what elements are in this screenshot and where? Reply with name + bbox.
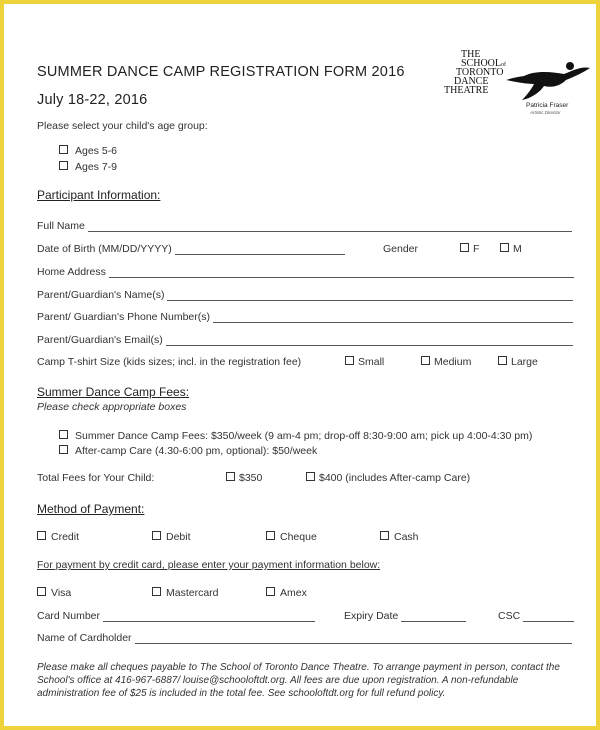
expiry-input[interactable] bbox=[401, 611, 466, 622]
guardian-phone-field[interactable]: Parent/ Guardian's Phone Number(s) bbox=[37, 311, 573, 323]
form-page bbox=[4, 4, 596, 726]
card-mastercard-option[interactable]: Mastercard bbox=[152, 587, 219, 599]
checkbox-icon[interactable] bbox=[37, 531, 46, 540]
checkbox-icon[interactable] bbox=[59, 161, 68, 170]
card-prompt: For payment by credit card, please enter your payment information below: bbox=[37, 559, 381, 571]
checkbox-icon[interactable] bbox=[59, 445, 68, 454]
checkbox-icon[interactable] bbox=[37, 587, 46, 596]
checkbox-icon[interactable] bbox=[59, 430, 68, 439]
size-small-option[interactable]: Small bbox=[345, 356, 384, 368]
footer-line-2: School's office at 416-967-6887/ louise@schooloftdt.org. All fees are due upon registration. A non-refundable bbox=[37, 675, 519, 686]
card-number-input[interactable] bbox=[103, 611, 315, 622]
expiry-field[interactable]: Expiry Date bbox=[344, 610, 466, 622]
card-amex-option[interactable]: Amex bbox=[266, 587, 307, 599]
cardholder-input[interactable] bbox=[135, 633, 572, 644]
gender-label: Gender bbox=[383, 243, 419, 255]
checkbox-icon[interactable] bbox=[152, 531, 161, 540]
home-address-input[interactable] bbox=[109, 267, 574, 278]
form-title: SUMMER DANCE CAMP REGISTRATION FORM 2016 bbox=[37, 64, 405, 80]
footer-line-1: Please make all cheques payable to The School of Toronto Dance Theatre. To arrange payment in person, contact the bbox=[37, 662, 560, 673]
csc-input[interactable] bbox=[523, 611, 574, 622]
checkbox-icon[interactable] bbox=[421, 356, 430, 365]
payment-credit-option[interactable]: Credit bbox=[37, 531, 79, 543]
age-option-5-6[interactable]: Ages 5-6 bbox=[59, 145, 117, 157]
dob-field[interactable]: Date of Birth (MM/DD/YYYY) bbox=[37, 243, 345, 255]
card-number-field[interactable]: Card Number bbox=[37, 610, 315, 622]
gender-m-option[interactable]: M bbox=[500, 243, 522, 255]
checkbox-icon[interactable] bbox=[380, 531, 389, 540]
fee-option-after-care[interactable]: After-camp Care (4.30-6:00 pm, optional): $50/week bbox=[59, 445, 317, 457]
card-visa-option[interactable]: Visa bbox=[37, 587, 71, 599]
gender-f-option[interactable]: F bbox=[460, 243, 479, 255]
checkbox-icon[interactable] bbox=[460, 243, 469, 252]
fee-option-camp[interactable]: Summer Dance Camp Fees: $350/week (9 am-4 pm; drop-off 8:30-9:00 am; pick up 4:00-4:30 pm) bbox=[59, 430, 532, 442]
participant-heading: Participant Information: bbox=[37, 188, 161, 202]
total-fees-label: Total Fees for Your Child: bbox=[37, 472, 155, 484]
cardholder-field[interactable]: Name of Cardholder bbox=[37, 632, 572, 644]
full-name-input[interactable] bbox=[88, 221, 572, 232]
csc-field[interactable]: CSC bbox=[498, 610, 574, 622]
total-350-option[interactable]: $350 bbox=[226, 472, 262, 484]
payment-heading: Method of Payment: bbox=[37, 502, 145, 516]
guardian-email-field[interactable]: Parent/Guardian's Email(s) bbox=[37, 334, 573, 346]
checkbox-icon[interactable] bbox=[152, 587, 161, 596]
total-400-option[interactable]: $400 (includes After-camp Care) bbox=[306, 472, 470, 484]
checkbox-icon[interactable] bbox=[266, 531, 275, 540]
guardian-phone-input[interactable] bbox=[213, 312, 573, 323]
checkbox-icon[interactable] bbox=[500, 243, 509, 252]
tshirt-label: Camp T-shirt Size (kids sizes; incl. in the registration fee) bbox=[37, 356, 302, 368]
footer-line-3: administration fee of $25 is included in the total fee. See schooloftdt.org for full refund policy. bbox=[37, 688, 446, 699]
checkbox-icon[interactable] bbox=[498, 356, 507, 365]
age-option-7-9[interactable]: Ages 7-9 bbox=[59, 161, 117, 173]
size-large-option[interactable]: Large bbox=[498, 356, 538, 368]
payment-cash-option[interactable]: Cash bbox=[380, 531, 419, 543]
full-name-field[interactable]: Full Name bbox=[37, 220, 572, 232]
dancer-silhouette-icon bbox=[504, 58, 592, 102]
home-address-field[interactable]: Home Address bbox=[37, 266, 574, 278]
checkbox-icon[interactable] bbox=[345, 356, 354, 365]
guardian-name-input[interactable] bbox=[167, 290, 573, 301]
fees-note: Please check appropriate boxes bbox=[37, 401, 187, 413]
payment-debit-option[interactable]: Debit bbox=[152, 531, 191, 543]
guardian-email-input[interactable] bbox=[166, 335, 573, 346]
fees-heading: Summer Dance Camp Fees: bbox=[37, 385, 190, 399]
size-medium-option[interactable]: Medium bbox=[421, 356, 471, 368]
checkbox-icon[interactable] bbox=[226, 472, 235, 481]
checkbox-icon[interactable] bbox=[306, 472, 315, 481]
age-prompt: Please select your child's age group: bbox=[37, 120, 208, 132]
camp-dates: July 18-22, 2016 bbox=[37, 92, 148, 108]
payment-cheque-option[interactable]: Cheque bbox=[266, 531, 317, 543]
guardian-name-field[interactable]: Parent/Guardian's Name(s) bbox=[37, 289, 573, 301]
school-logo: THE SCHOOLof TORONTO DANCE THEATRE Patricia Fraser Artistic Director bbox=[444, 50, 594, 120]
checkbox-icon[interactable] bbox=[59, 145, 68, 154]
dob-input[interactable] bbox=[175, 244, 345, 255]
checkbox-icon[interactable] bbox=[266, 587, 275, 596]
